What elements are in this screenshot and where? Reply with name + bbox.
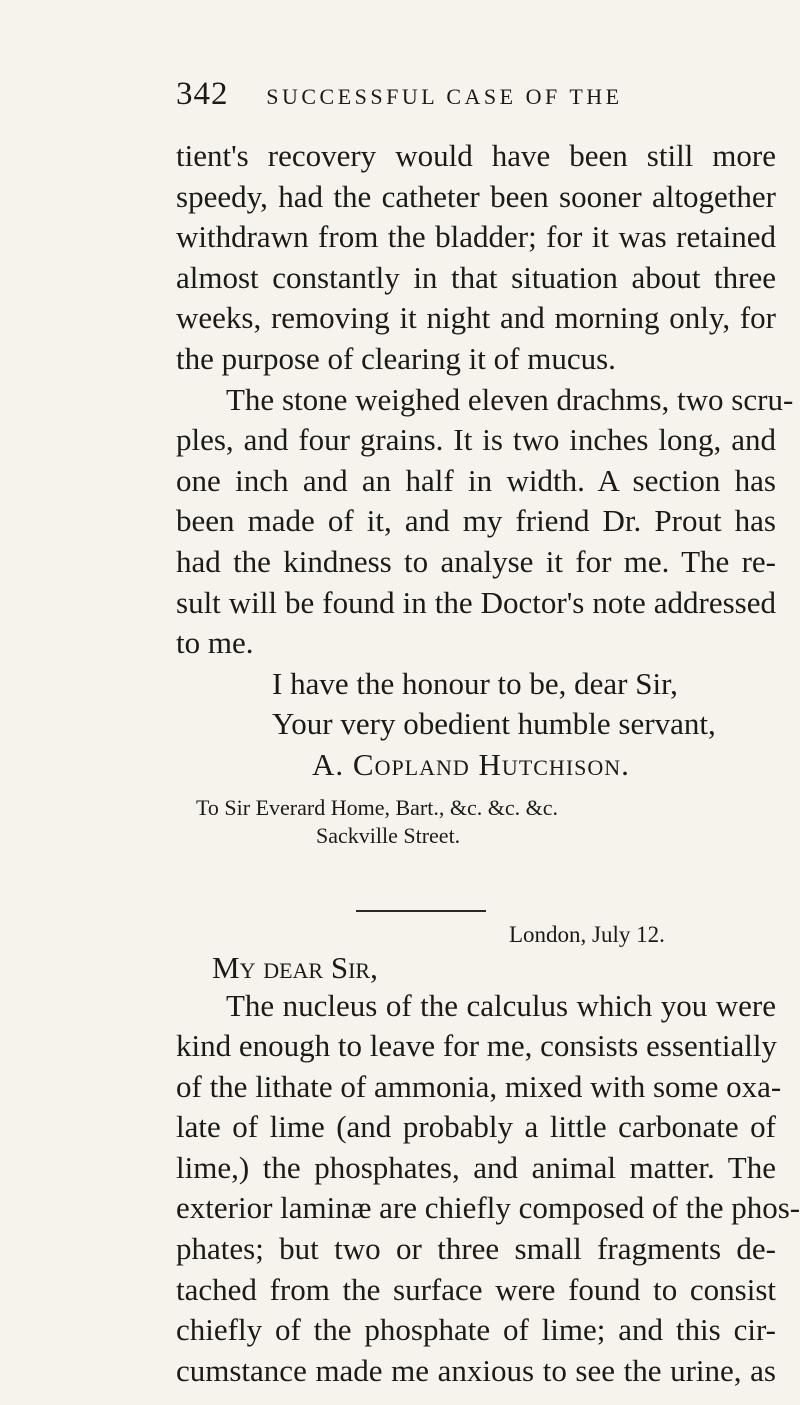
text-line: been made of it, and my friend Dr. Prout has <box>176 503 776 539</box>
text-line: lime,) the phosphates, and animal matter. The <box>176 1149 776 1185</box>
text-line: ples, and four grains. It is two inches long, and <box>176 422 776 458</box>
address <box>176 794 776 850</box>
dateline: London, July 12. <box>509 921 665 947</box>
text-line: withdrawn from the bladder; for it was retained <box>176 219 776 255</box>
signature: A. Copland Hutchison. <box>312 746 630 782</box>
closing <box>176 664 776 786</box>
address-line: To Sir Everard Home, Bart., &c. &c. &c. <box>196 794 558 820</box>
text-line: exterior laminæ are chiefly composed of the phos- <box>176 1190 800 1226</box>
divider <box>356 910 486 912</box>
closing-line: I have the honour to be, dear Sir, <box>272 665 678 701</box>
page-body <box>176 136 800 1391</box>
text-line: had the kindness to analyse it for me. The re- <box>176 543 776 579</box>
text-line: chiefly of the phosphate of lime; and this cir- <box>176 1312 776 1348</box>
paragraph-1 <box>176 136 776 380</box>
running-header <box>176 76 696 113</box>
salutation: My dear Sir, <box>212 949 378 985</box>
text-line: sult will be found in the Doctor's note addressed <box>176 584 776 620</box>
address-line: Sackville Street. <box>316 822 461 848</box>
text-line: The stone weighed eleven drachms, two scru- <box>226 381 794 417</box>
text-line: the purpose of clearing it of mucus. <box>176 340 616 376</box>
text-line: of the lithate of ammonia, mixed with some oxa- <box>176 1068 782 1104</box>
text-line: almost constantly in that situation about three <box>176 259 776 295</box>
page-number: 342 <box>176 76 229 112</box>
text-line: The nucleus of the calculus which you were <box>226 987 776 1023</box>
text-line: tached from the surface were found to consist <box>176 1271 776 1307</box>
text-line: cumstance made me anxious to see the urine, as <box>176 1352 776 1388</box>
paragraph-2 <box>176 380 794 664</box>
letter-paragraph <box>176 986 800 1392</box>
text-line: kind enough to leave for me, consists essentially <box>176 1028 777 1064</box>
text-line: speedy, had the catheter been sooner altogether <box>176 178 776 214</box>
text-line: tient's recovery would have been still more <box>176 138 776 173</box>
text-line: one inch and an half in width. A section has <box>176 462 776 498</box>
closing-line: Your very obedient humble servant, <box>272 706 716 742</box>
text-line: weeks, removing it night and morning only, for <box>176 300 776 336</box>
running-title: SUCCESSFUL CASE OF THE <box>266 84 623 109</box>
text-line: phates; but two or three small fragments de- <box>176 1231 776 1267</box>
text-line: to me. <box>176 625 254 661</box>
text-line: late of lime (and probably a little carbonate of <box>176 1109 776 1145</box>
